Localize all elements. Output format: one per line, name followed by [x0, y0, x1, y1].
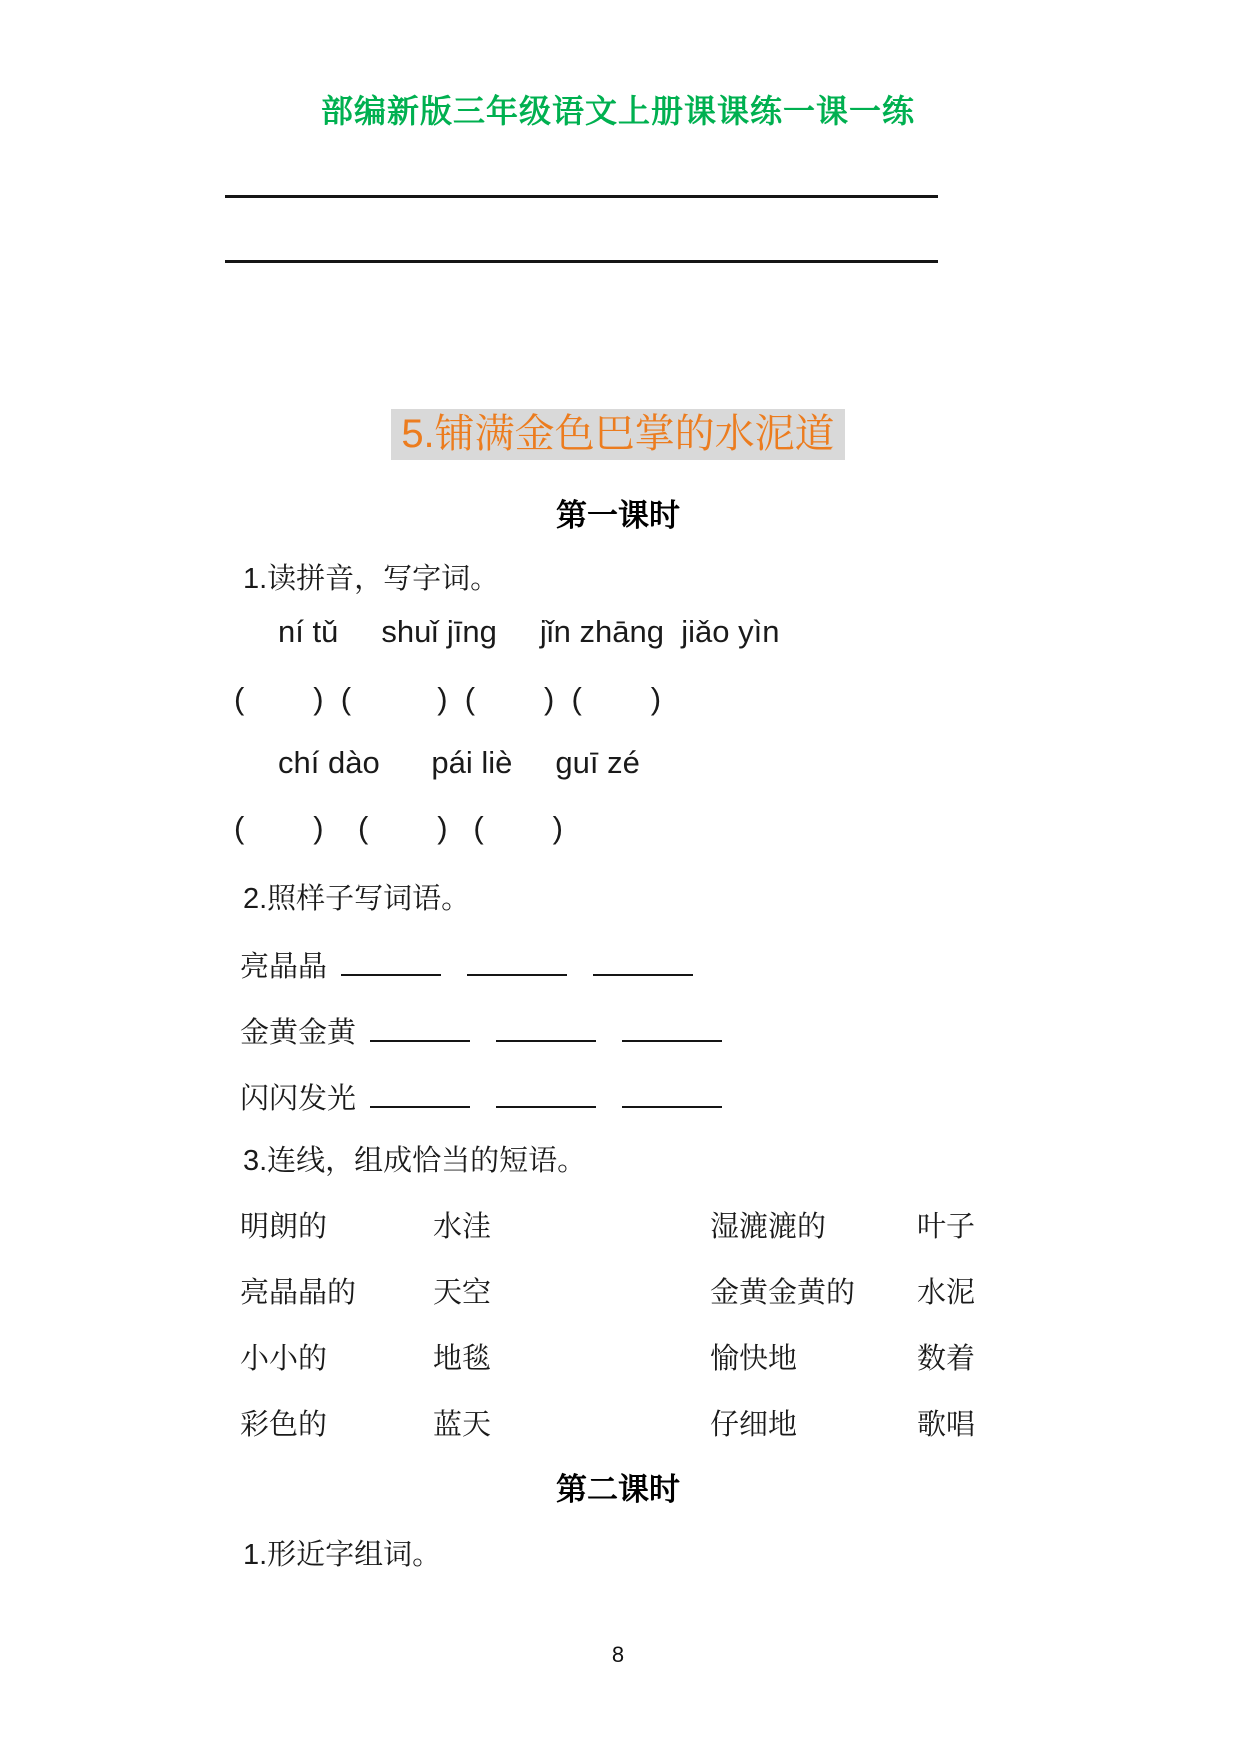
matching-row [0, 1204, 1236, 1248]
lesson-title: 5.铺满金色巴掌的水泥道 [391, 409, 844, 460]
question2-label: 2.照样子写词语。 [243, 883, 471, 915]
answer-line [225, 260, 938, 263]
match-word: 湿漉漉的 [710, 1211, 827, 1243]
matching-row [0, 1336, 1236, 1380]
fill-in-blank [467, 940, 567, 976]
match-word: 蓝天 [433, 1409, 492, 1441]
fill-in-blank [593, 940, 693, 976]
match-word: 仔细地 [710, 1409, 798, 1441]
answer-line [225, 195, 938, 198]
match-word: 金黄金黄的 [710, 1277, 856, 1309]
matching-row [0, 1402, 1236, 1446]
question3-label: 3.连线，组成恰当的短语。 [243, 1145, 587, 1177]
match-word: 亮晶晶的 [240, 1277, 357, 1309]
word-pattern-row [240, 940, 693, 987]
lesson-title-wrap [0, 409, 1236, 460]
question1-label: 1.读拼音，写字词。 [243, 563, 500, 595]
page-number: 8 [611, 1642, 625, 1667]
match-word: 叶子 [917, 1211, 976, 1243]
match-word: 水洼 [433, 1211, 492, 1243]
parentheses-row-1: ( ) ( ) ( ) ( ) [234, 681, 662, 716]
fill-in-blank [370, 1072, 470, 1108]
session2-heading: 第二课时 [556, 1472, 680, 1507]
session2-question1-label: 1.形近字组词。 [243, 1539, 442, 1571]
example-word: 金黄金黄 [240, 1017, 357, 1049]
match-word: 数着 [917, 1343, 976, 1375]
match-word: 地毯 [433, 1343, 492, 1375]
fill-in-blank [622, 1006, 722, 1042]
match-word: 歌唱 [917, 1409, 976, 1441]
match-word: 愉快地 [710, 1343, 798, 1375]
fill-in-blank [622, 1072, 722, 1108]
example-word: 闪闪发光 [240, 1083, 357, 1115]
example-word: 亮晶晶 [240, 951, 328, 983]
fill-in-blank [341, 940, 441, 976]
pinyin-row-2: chí dào pái liè guī zé [278, 745, 640, 780]
match-word: 彩色的 [240, 1409, 328, 1441]
fill-in-blank [496, 1006, 596, 1042]
fill-in-blank [496, 1072, 596, 1108]
match-word: 小小的 [240, 1343, 328, 1375]
fill-in-blank [370, 1006, 470, 1042]
session1-heading: 第一课时 [556, 498, 680, 533]
pinyin-row-1: ní tǔ shuǐ jīng jǐn zhāng jiǎo yìn [278, 614, 780, 649]
parentheses-row-2: ( ) ( ) ( ) [234, 810, 563, 845]
match-word: 水泥 [917, 1277, 976, 1309]
match-word: 明朗的 [240, 1211, 328, 1243]
word-pattern-row [240, 1006, 722, 1053]
document-header: 部编新版三年级语文上册课课练一课一练 [320, 93, 915, 129]
matching-row [0, 1270, 1236, 1314]
word-pattern-row [240, 1072, 722, 1119]
match-word: 天空 [433, 1277, 492, 1309]
